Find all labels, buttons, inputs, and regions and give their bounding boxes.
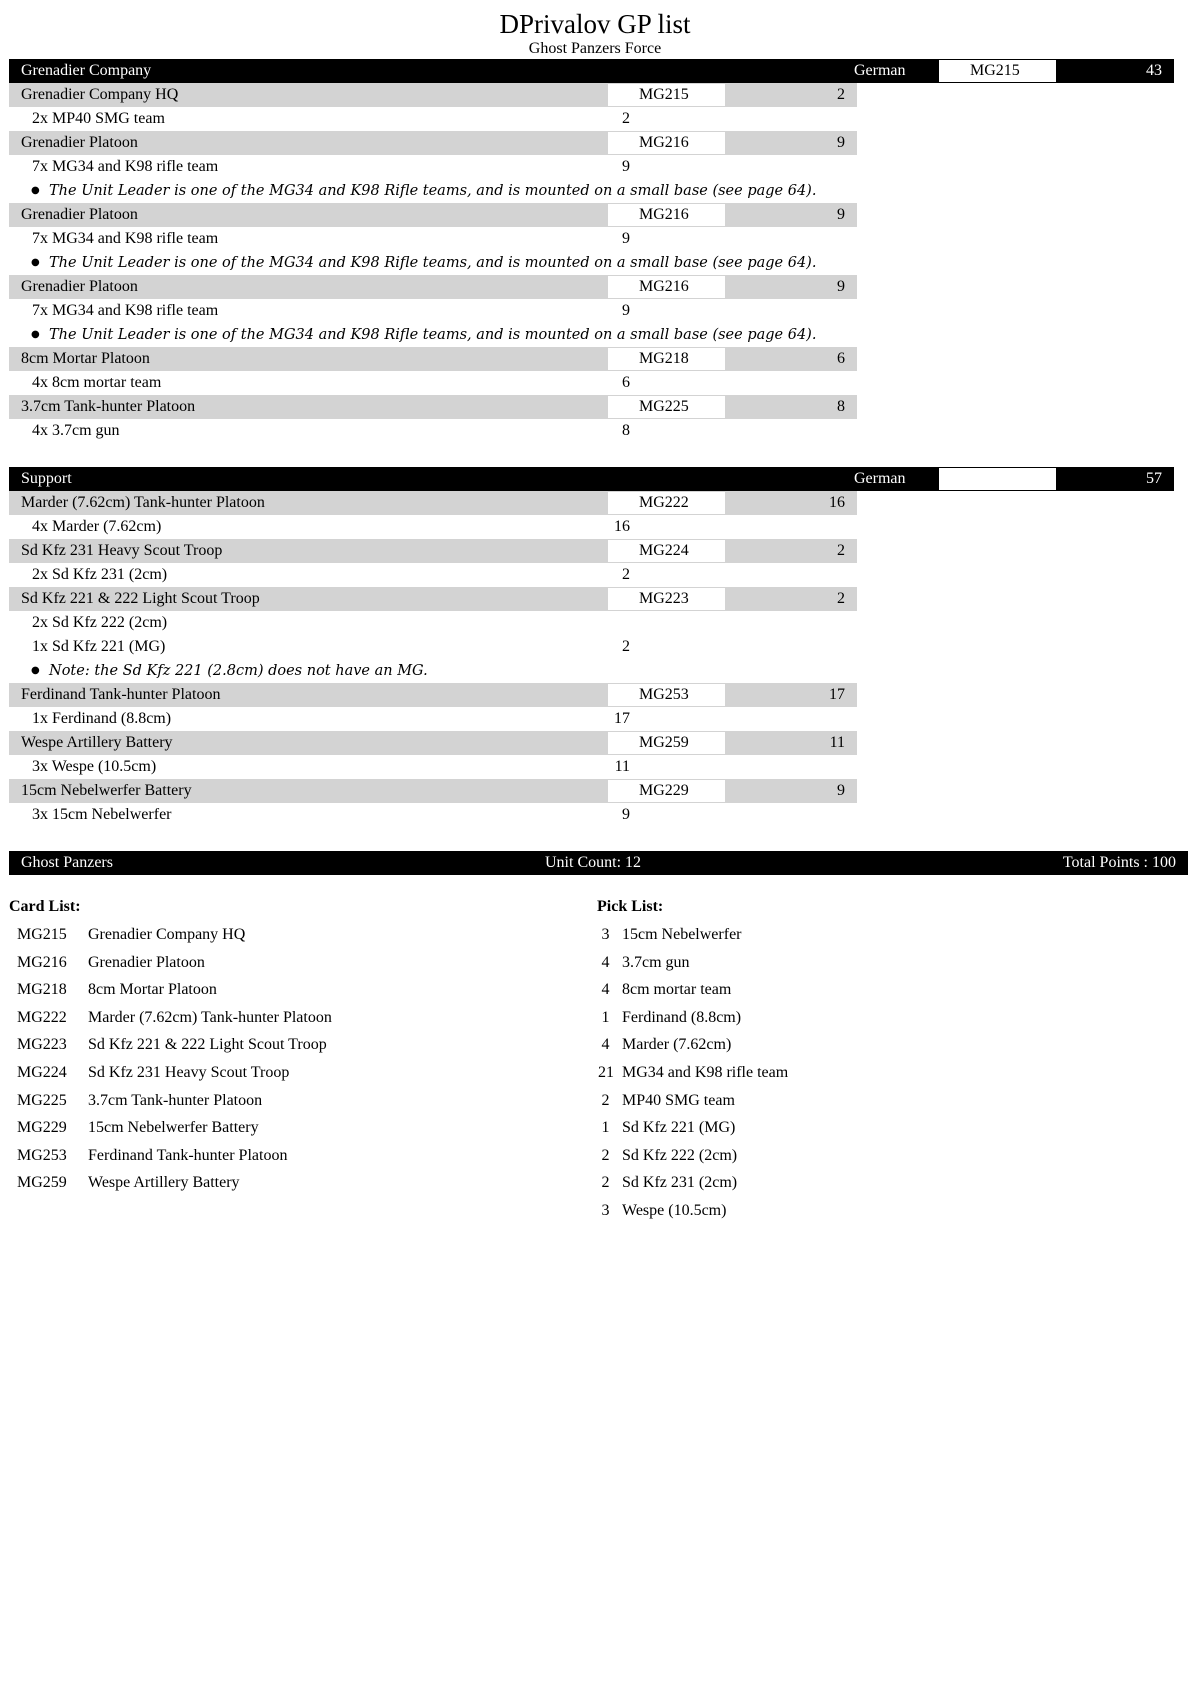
unit-card-code: MG223 bbox=[639, 590, 689, 607]
unit-row bbox=[9, 539, 857, 563]
pick-name: 15cm Nebelwerfer bbox=[622, 926, 742, 943]
unit-line-text: 2x Sd Kfz 222 (2cm) bbox=[32, 614, 168, 631]
unit-name: 15cm Nebelwerfer Battery bbox=[21, 782, 192, 799]
card-list-heading: Card List: bbox=[9, 898, 81, 915]
unit-card-box bbox=[608, 732, 725, 754]
unit-line bbox=[9, 755, 857, 779]
unit-line-text: 4x 3.7cm gun bbox=[32, 422, 120, 439]
unit-card-box bbox=[608, 84, 725, 106]
unit-card-code: MG225 bbox=[639, 398, 689, 415]
unit-name: Grenadier Platoon bbox=[21, 206, 138, 223]
pick-qty: 3 bbox=[601, 1201, 610, 1219]
pick-qty: 21 bbox=[598, 1063, 614, 1081]
army-list-page bbox=[9, 0, 1188, 1233]
card-name: 3.7cm Tank-hunter Platoon bbox=[88, 1091, 263, 1109]
pick-list-item bbox=[597, 1004, 742, 1032]
unit-points: 17 bbox=[829, 686, 845, 703]
pick-qty: 4 bbox=[601, 981, 610, 999]
pick-list-heading: Pick List: bbox=[597, 898, 664, 915]
unit-card-box bbox=[608, 204, 725, 226]
pick-list-item bbox=[597, 1031, 732, 1059]
unit-line-text: 2x MP40 SMG team bbox=[32, 110, 165, 127]
pick-qty: 1 bbox=[601, 1119, 610, 1137]
card-list-items bbox=[9, 921, 332, 1197]
pick-list-item bbox=[597, 1197, 727, 1225]
unit-card-box bbox=[608, 780, 725, 802]
card-list-item bbox=[9, 1087, 263, 1115]
unit-card-box bbox=[608, 276, 725, 298]
card-list-item bbox=[9, 1169, 240, 1197]
bullet-icon: ● bbox=[31, 329, 40, 340]
unit-card-box bbox=[608, 684, 725, 706]
force-summary-bar bbox=[9, 851, 1188, 875]
section-name: Support bbox=[21, 470, 72, 487]
unit-note-text: Note: the Sd Kfz 221 (2.8cm) does not have an MG. bbox=[49, 663, 428, 679]
unit-points: 2 bbox=[837, 590, 845, 607]
pick-name: MP40 SMG team bbox=[622, 1091, 735, 1109]
card-code: MG224 bbox=[17, 1063, 67, 1081]
unit-points: 2 bbox=[837, 542, 845, 559]
unit-line-text: 2x Sd Kfz 231 (2cm) bbox=[32, 566, 168, 583]
unit-count: Unit Count: 12 bbox=[545, 854, 642, 871]
card-code: MG253 bbox=[17, 1146, 67, 1164]
pick-name: 3.7cm gun bbox=[622, 953, 690, 971]
unit-card-code: MG259 bbox=[639, 734, 689, 751]
unit-line bbox=[9, 371, 857, 395]
unit-points: 11 bbox=[829, 734, 845, 751]
unit-line-points: 6 bbox=[622, 374, 630, 391]
pick-name: Ferdinand (8.8cm) bbox=[622, 1008, 742, 1026]
unit-card-code: MG216 bbox=[639, 134, 689, 151]
unit-line-text: 1x Sd Kfz 221 (MG) bbox=[32, 638, 166, 655]
unit-line bbox=[9, 299, 857, 323]
unit-card-code: MG222 bbox=[639, 494, 689, 511]
unit-line bbox=[9, 515, 857, 539]
unit-name: Marder (7.62cm) Tank-hunter Platoon bbox=[21, 494, 265, 511]
section-header bbox=[9, 467, 1174, 491]
unit-points: 16 bbox=[829, 494, 845, 511]
unit-name: 3.7cm Tank-hunter Platoon bbox=[21, 398, 196, 415]
unit-line-points: 2 bbox=[622, 110, 630, 127]
unit-card-box bbox=[608, 348, 725, 370]
unit-card-code: MG216 bbox=[639, 206, 689, 223]
section-card-code bbox=[939, 470, 970, 487]
section-points: 43 bbox=[1146, 62, 1162, 79]
unit-line-points: 9 bbox=[622, 302, 630, 319]
card-name: Grenadier Platoon bbox=[88, 953, 205, 971]
unit-card-box bbox=[608, 492, 725, 514]
section-nation: German bbox=[854, 470, 906, 487]
section-card-box bbox=[939, 468, 1056, 490]
unit-name: Ferdinand Tank-hunter Platoon bbox=[21, 686, 221, 703]
section-header bbox=[9, 59, 1174, 83]
unit-line-points: 16 bbox=[614, 518, 630, 535]
pick-name: Marder (7.62cm) bbox=[622, 1036, 732, 1054]
card-code: MG215 bbox=[17, 926, 67, 943]
unit-line-points: 11 bbox=[614, 758, 630, 775]
unit-card-box bbox=[608, 588, 725, 610]
card-code: MG259 bbox=[17, 1174, 67, 1192]
unit-line-points: 17 bbox=[614, 710, 630, 727]
card-name: Sd Kfz 231 Heavy Scout Troop bbox=[88, 1063, 290, 1081]
card-list-item bbox=[9, 1114, 259, 1142]
card-name: 8cm Mortar Platoon bbox=[88, 981, 217, 999]
unit-name: Grenadier Platoon bbox=[21, 278, 138, 295]
unit-name: Sd Kfz 221 & 222 Light Scout Troop bbox=[21, 590, 260, 607]
unit-line bbox=[9, 419, 857, 443]
pick-qty: 2 bbox=[601, 1146, 610, 1164]
page-title: DPrivalov GP list bbox=[499, 9, 691, 39]
pick-qty: 4 bbox=[601, 953, 610, 971]
pick-list-item bbox=[597, 1142, 738, 1170]
unit-line-points: 9 bbox=[622, 806, 630, 823]
pick-list-item bbox=[597, 1169, 738, 1197]
pick-list-item bbox=[597, 1114, 736, 1142]
unit-line-points: 9 bbox=[622, 158, 630, 175]
unit-line-text: 7x MG34 and K98 rifle team bbox=[32, 230, 219, 247]
card-name: Ferdinand Tank-hunter Platoon bbox=[88, 1146, 288, 1164]
pick-list-item bbox=[597, 1059, 789, 1087]
card-list-item bbox=[9, 1059, 290, 1087]
pick-qty: 1 bbox=[601, 1008, 610, 1026]
unit-line-points: 2 bbox=[622, 638, 630, 655]
card-code: MG218 bbox=[17, 981, 67, 999]
unit-name: Sd Kfz 231 Heavy Scout Troop bbox=[21, 542, 223, 559]
unit-card-box bbox=[608, 132, 725, 154]
unit-line-text: 4x 8cm mortar team bbox=[32, 374, 162, 391]
pick-list-items bbox=[597, 921, 789, 1225]
pick-qty: 2 bbox=[601, 1091, 610, 1109]
card-list-item bbox=[9, 949, 205, 977]
unit-row bbox=[9, 683, 857, 707]
unit-card-code: MG218 bbox=[639, 350, 689, 367]
total-points: Total Points : 100 bbox=[1062, 854, 1176, 871]
unit-points: 6 bbox=[837, 350, 845, 367]
sections-container bbox=[9, 59, 1188, 851]
card-name: Sd Kfz 221 & 222 Light Scout Troop bbox=[88, 1036, 327, 1054]
unit-card-box bbox=[608, 540, 725, 562]
unit-points: 9 bbox=[837, 782, 845, 799]
pick-name: MG34 and K98 rifle team bbox=[622, 1063, 789, 1081]
unit-line-text: 3x 15cm Nebelwerfer bbox=[32, 806, 172, 823]
card-name: Marder (7.62cm) Tank-hunter Platoon bbox=[88, 1008, 332, 1026]
card-list-item bbox=[9, 976, 217, 1004]
force-name: Ghost Panzers bbox=[21, 854, 113, 871]
unit-row bbox=[9, 275, 857, 299]
unit-card-code: MG215 bbox=[639, 86, 689, 103]
unit-name: 8cm Mortar Platoon bbox=[21, 350, 150, 367]
card-list-item bbox=[9, 1004, 332, 1032]
card-list-item bbox=[9, 1142, 288, 1170]
card-name: Wespe Artillery Battery bbox=[88, 1174, 240, 1192]
pick-name: 8cm mortar team bbox=[622, 981, 732, 999]
bullet-icon: ● bbox=[31, 665, 40, 676]
card-name: Grenadier Company HQ bbox=[88, 926, 246, 943]
unit-line-text: 7x MG34 and K98 rifle team bbox=[32, 302, 219, 319]
unit-name: Wespe Artillery Battery bbox=[21, 734, 173, 751]
unit-line-text: 7x MG34 and K98 rifle team bbox=[32, 158, 219, 175]
unit-row bbox=[9, 83, 857, 107]
pick-qty: 4 bbox=[601, 1036, 610, 1054]
unit-line bbox=[9, 155, 857, 179]
unit-name: Grenadier Company HQ bbox=[21, 86, 179, 103]
section-card-box bbox=[939, 60, 1056, 82]
unit-line-text: 4x Marder (7.62cm) bbox=[32, 518, 162, 535]
unit-line bbox=[9, 707, 857, 731]
card-code: MG216 bbox=[17, 953, 67, 971]
unit-row bbox=[9, 731, 857, 755]
unit-card-code: MG253 bbox=[639, 686, 689, 703]
unit-points: 8 bbox=[837, 398, 845, 415]
pick-list-item bbox=[597, 1087, 735, 1115]
pick-name: Sd Kfz 231 (2cm) bbox=[622, 1174, 738, 1192]
unit-note-text: The Unit Leader is one of the MG34 and K98 Rifle teams, and is mounted on a small base (see page 64). bbox=[49, 255, 817, 271]
unit-note bbox=[9, 179, 1188, 203]
section-points: 57 bbox=[1146, 470, 1162, 487]
section-name: Grenadier Company bbox=[21, 62, 152, 79]
unit-line bbox=[9, 635, 857, 659]
card-code: MG229 bbox=[17, 1119, 67, 1137]
card-code: MG225 bbox=[17, 1091, 67, 1109]
unit-card-code: MG229 bbox=[639, 782, 689, 799]
unit-points: 2 bbox=[837, 86, 845, 103]
unit-row bbox=[9, 131, 857, 155]
unit-note-text: The Unit Leader is one of the MG34 and K98 Rifle teams, and is mounted on a small base (see page 64). bbox=[49, 183, 817, 199]
unit-line-text: 1x Ferdinand (8.8cm) bbox=[32, 710, 172, 727]
section-card-code: MG215 bbox=[970, 62, 1020, 79]
pick-qty: 3 bbox=[601, 926, 610, 943]
section-nation: German bbox=[854, 62, 906, 79]
unit-line bbox=[9, 611, 857, 635]
card-list bbox=[9, 893, 332, 1197]
pick-qty: 2 bbox=[601, 1174, 610, 1192]
pick-list-item bbox=[597, 921, 742, 949]
unit-line-text: 3x Wespe (10.5cm) bbox=[32, 758, 157, 775]
unit-points: 9 bbox=[837, 206, 845, 223]
card-code: MG222 bbox=[17, 1008, 67, 1026]
unit-row bbox=[9, 395, 857, 419]
bullet-icon: ● bbox=[31, 257, 40, 268]
unit-points: 9 bbox=[837, 134, 845, 151]
unit-points: 9 bbox=[837, 278, 845, 295]
unit-line bbox=[9, 107, 857, 131]
unit-note bbox=[9, 251, 1188, 275]
unit-line bbox=[9, 227, 857, 251]
unit-line-points: 8 bbox=[622, 422, 630, 439]
unit-note-text: The Unit Leader is one of the MG34 and K98 Rifle teams, and is mounted on a small base (see page 64). bbox=[49, 327, 817, 343]
card-code: MG223 bbox=[17, 1036, 67, 1054]
pick-list-item bbox=[597, 949, 690, 977]
section-spacer bbox=[9, 827, 1188, 851]
unit-card-box bbox=[608, 396, 725, 418]
page-subtitle: Ghost Panzers Force bbox=[528, 40, 662, 57]
pick-name: Wespe (10.5cm) bbox=[622, 1201, 727, 1219]
unit-row bbox=[9, 491, 857, 515]
unit-name: Grenadier Platoon bbox=[21, 134, 138, 151]
unit-note bbox=[9, 659, 1188, 683]
pick-name: Sd Kfz 222 (2cm) bbox=[622, 1146, 738, 1164]
unit-card-code: MG216 bbox=[639, 278, 689, 295]
unit-row bbox=[9, 347, 857, 371]
unit-note bbox=[9, 323, 1188, 347]
unit-row bbox=[9, 587, 857, 611]
pick-list-item bbox=[597, 976, 732, 1004]
unit-line bbox=[9, 803, 857, 827]
card-list-item bbox=[9, 921, 246, 949]
card-name: 15cm Nebelwerfer Battery bbox=[88, 1119, 259, 1137]
unit-line bbox=[9, 563, 857, 587]
unit-card-code: MG224 bbox=[639, 542, 689, 559]
unit-row bbox=[9, 203, 857, 227]
bullet-icon: ● bbox=[31, 185, 40, 196]
unit-line-points: 9 bbox=[622, 230, 630, 247]
pick-name: Sd Kfz 221 (MG) bbox=[622, 1119, 736, 1137]
lists-area bbox=[9, 893, 1188, 1233]
card-list-item bbox=[9, 1031, 327, 1059]
pick-list bbox=[597, 893, 789, 1225]
unit-row bbox=[9, 779, 857, 803]
unit-line-points: 2 bbox=[622, 566, 630, 583]
section-spacer bbox=[9, 443, 1188, 467]
